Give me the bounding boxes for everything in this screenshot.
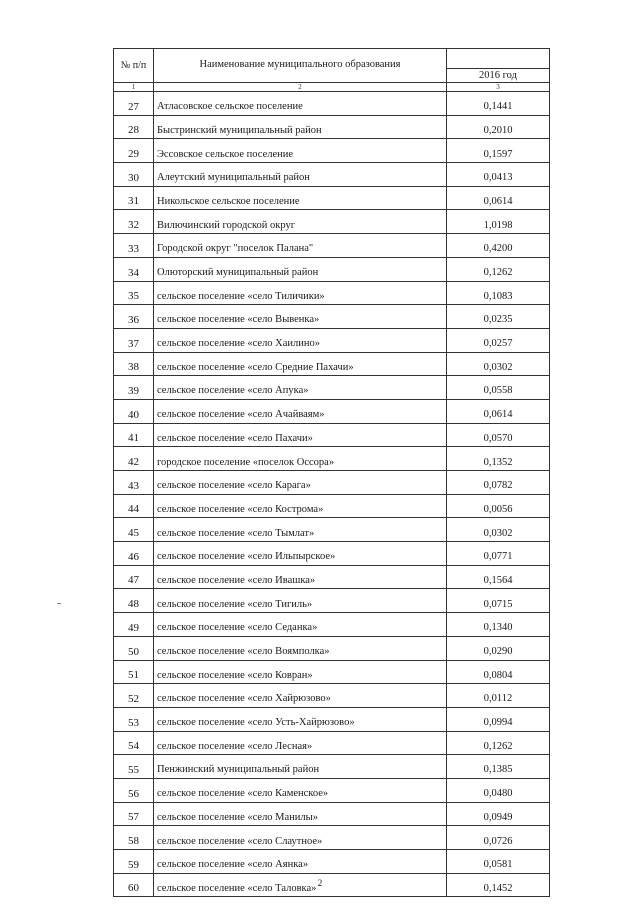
- table-row: [114, 755, 550, 779]
- row-value: 0,0715: [447, 589, 550, 613]
- row-number: 40: [114, 399, 154, 423]
- row-name: Никольское сельское поселение: [154, 186, 447, 210]
- table-row: [114, 305, 550, 329]
- table-row: [114, 92, 550, 116]
- row-number: 56: [114, 778, 154, 802]
- table-row: [114, 115, 550, 139]
- row-number: 42: [114, 447, 154, 471]
- row-name: Атласовское сельское поселение: [154, 92, 447, 116]
- row-number: 50: [114, 636, 154, 660]
- table-row: [114, 589, 550, 613]
- row-name: сельское поселение «село Ачайваям»: [154, 399, 447, 423]
- row-number: 54: [114, 731, 154, 755]
- table-row: [114, 471, 550, 495]
- row-value: 0,0302: [447, 518, 550, 542]
- row-value: 0,0056: [447, 494, 550, 518]
- row-value: 0,0257: [447, 328, 550, 352]
- row-value: 0,1083: [447, 281, 550, 305]
- row-value: 0,0558: [447, 376, 550, 400]
- table-row: [114, 850, 550, 874]
- row-number: 55: [114, 755, 154, 779]
- row-number: 36: [114, 305, 154, 329]
- row-value: 0,1262: [447, 731, 550, 755]
- row-value: 0,0112: [447, 684, 550, 708]
- row-value: 0,0949: [447, 802, 550, 826]
- row-number: 30: [114, 163, 154, 187]
- row-name: сельское поселение «село Седанка»: [154, 613, 447, 637]
- row-value: 0,0413: [447, 163, 550, 187]
- row-name: сельское поселение «село Усть-Хайрюзово»: [154, 707, 447, 731]
- row-number: 60: [114, 873, 154, 897]
- scan-mark: [57, 603, 61, 604]
- municipal-table: [113, 48, 550, 897]
- row-value: 0,0290: [447, 636, 550, 660]
- row-name: сельское поселение «село Аянка»: [154, 850, 447, 874]
- row-name: сельское поселение «село Ивашка»: [154, 565, 447, 589]
- table-row: [114, 542, 550, 566]
- table-row: [114, 707, 550, 731]
- row-value: 0,1597: [447, 139, 550, 163]
- table-row: [114, 163, 550, 187]
- colnum-2: 2: [154, 83, 447, 92]
- row-name: сельское поселение «село Вывенка»: [154, 305, 447, 329]
- row-name: сельское поселение «село Манилы»: [154, 802, 447, 826]
- table-header-row: [114, 49, 550, 83]
- row-number: 51: [114, 660, 154, 684]
- row-name: сельское поселение «село Пахачи»: [154, 423, 447, 447]
- row-name: сельское поселение «село Ильпырское»: [154, 542, 447, 566]
- table-row: [114, 565, 550, 589]
- row-name: сельское поселение «село Хаилино»: [154, 328, 447, 352]
- row-value: 1,0198: [447, 210, 550, 234]
- row-value: 0,0771: [447, 542, 550, 566]
- row-name: сельское поселение «село Хайрюзово»: [154, 684, 447, 708]
- row-name: сельское поселение «село Кострома»: [154, 494, 447, 518]
- table-row: [114, 494, 550, 518]
- table-row: [114, 518, 550, 542]
- table-row: [114, 778, 550, 802]
- row-name: сельское поселение «село Каменское»: [154, 778, 447, 802]
- row-number: 32: [114, 210, 154, 234]
- table-row: [114, 399, 550, 423]
- row-name: сельское поселение «село Ковран»: [154, 660, 447, 684]
- row-value: 0,0726: [447, 826, 550, 850]
- row-name: Олюторский муниципальный район: [154, 257, 447, 281]
- row-name: Городской округ "поселок Палана": [154, 234, 447, 258]
- row-value: 0,0994: [447, 707, 550, 731]
- row-number: 41: [114, 423, 154, 447]
- row-name: сельское поселение «село Апука»: [154, 376, 447, 400]
- row-number: 31: [114, 186, 154, 210]
- row-name: Вилючинский городской округ: [154, 210, 447, 234]
- table-row: [114, 139, 550, 163]
- row-number: 46: [114, 542, 154, 566]
- table-row: [114, 376, 550, 400]
- row-number: 58: [114, 826, 154, 850]
- table-row: [114, 257, 550, 281]
- row-value: 0,2010: [447, 115, 550, 139]
- row-value: 0,0570: [447, 423, 550, 447]
- row-number: 34: [114, 257, 154, 281]
- header-name: Наименование муниципального образования: [154, 49, 447, 83]
- row-value: 0,1452: [447, 873, 550, 897]
- row-number: 57: [114, 802, 154, 826]
- row-number: 44: [114, 494, 154, 518]
- row-name: сельское поселение «село Таловка»: [154, 873, 447, 897]
- table-row: [114, 802, 550, 826]
- table-row: [114, 281, 550, 305]
- row-number: 28: [114, 115, 154, 139]
- row-name: сельское поселение «село Средние Пахачи»: [154, 352, 447, 376]
- row-value: 0,0614: [447, 399, 550, 423]
- row-name: сельское поселение «село Лесная»: [154, 731, 447, 755]
- row-number: 33: [114, 234, 154, 258]
- row-number: 29: [114, 139, 154, 163]
- row-value: 0,0235: [447, 305, 550, 329]
- row-value: 0,0302: [447, 352, 550, 376]
- row-value: 0,4200: [447, 234, 550, 258]
- row-number: 49: [114, 613, 154, 637]
- table-row: [114, 660, 550, 684]
- page-number: 2: [317, 878, 323, 888]
- row-value: 0,1352: [447, 447, 550, 471]
- row-number: 35: [114, 281, 154, 305]
- row-name: сельское поселение «село Тымлат»: [154, 518, 447, 542]
- table-row: [114, 423, 550, 447]
- header-year: 2016 год: [447, 68, 549, 83]
- row-name: сельское поселение «село Слаутное»: [154, 826, 447, 850]
- row-value: 0,1385: [447, 755, 550, 779]
- colnum-1: 1: [114, 83, 154, 92]
- row-number: 39: [114, 376, 154, 400]
- table-row: [114, 447, 550, 471]
- row-name: Пенжинский муниципальный район: [154, 755, 447, 779]
- colnum-3: 3: [447, 83, 550, 92]
- table-row: [114, 613, 550, 637]
- column-number-row: [114, 83, 550, 92]
- row-value: 0,0614: [447, 186, 550, 210]
- row-number: 52: [114, 684, 154, 708]
- row-name: сельское поселение «село Тигиль»: [154, 589, 447, 613]
- table-row: [114, 636, 550, 660]
- table-row: [114, 684, 550, 708]
- row-number: 27: [114, 92, 154, 116]
- table-row: [114, 826, 550, 850]
- row-name: Быстринский муниципальный район: [154, 115, 447, 139]
- header-year-cell: [447, 49, 550, 83]
- table-row: [114, 731, 550, 755]
- row-name: Эссовское сельское поселение: [154, 139, 447, 163]
- row-value: 0,1441: [447, 92, 550, 116]
- table-row: [114, 328, 550, 352]
- header-num: № п/п: [114, 49, 154, 83]
- table-row: [114, 352, 550, 376]
- row-name: сельское поселение «село Тиличики»: [154, 281, 447, 305]
- row-value: 0,1564: [447, 565, 550, 589]
- row-number: 48: [114, 589, 154, 613]
- row-number: 59: [114, 850, 154, 874]
- table-row: [114, 186, 550, 210]
- table-row: [114, 234, 550, 258]
- row-value: 0,0804: [447, 660, 550, 684]
- row-number: 37: [114, 328, 154, 352]
- row-name: сельское поселение «село Воямполка»: [154, 636, 447, 660]
- row-value: 0,1340: [447, 613, 550, 637]
- row-number: 43: [114, 471, 154, 495]
- row-name: городское поселение «поселок Оссора»: [154, 447, 447, 471]
- row-number: 53: [114, 707, 154, 731]
- row-number: 47: [114, 565, 154, 589]
- row-value: 0,0782: [447, 471, 550, 495]
- row-value: 0,0480: [447, 778, 550, 802]
- row-value: 0,1262: [447, 257, 550, 281]
- row-value: 0,0581: [447, 850, 550, 874]
- row-name: сельское поселение «село Карага»: [154, 471, 447, 495]
- row-number: 45: [114, 518, 154, 542]
- row-number: 38: [114, 352, 154, 376]
- row-name: Алеутский муниципальный район: [154, 163, 447, 187]
- table-row: [114, 210, 550, 234]
